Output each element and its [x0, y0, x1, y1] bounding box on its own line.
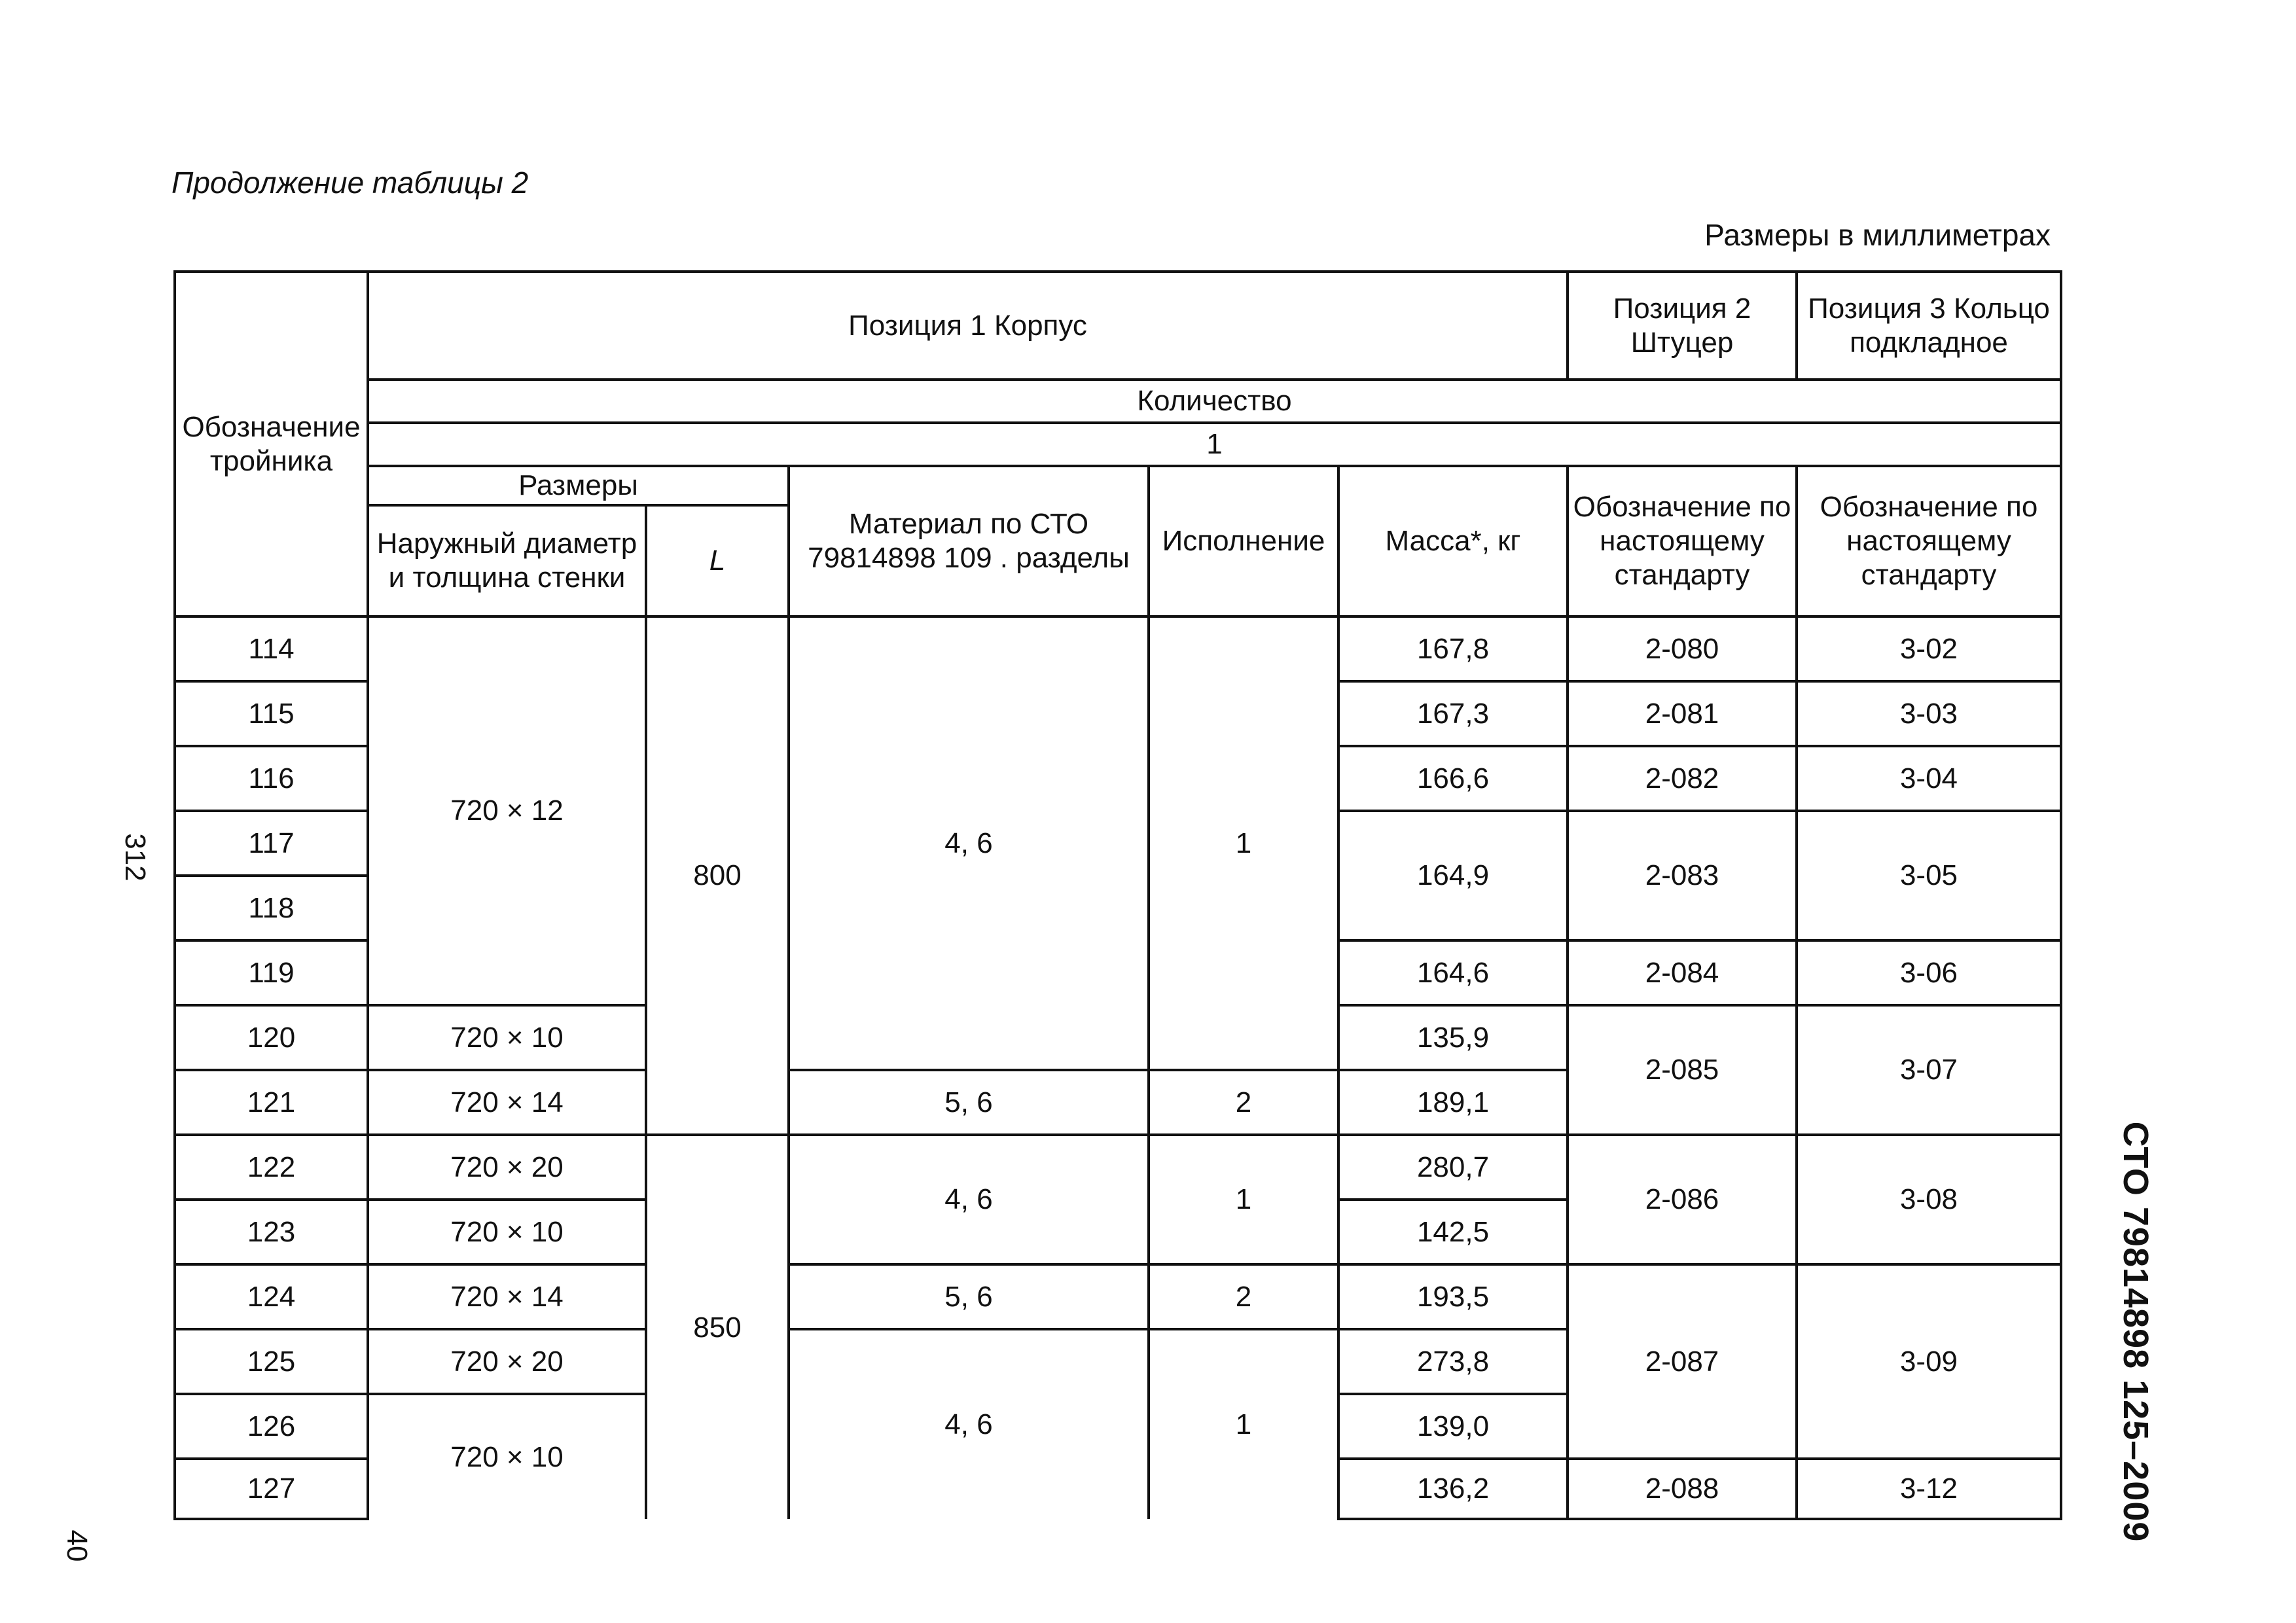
row-designation: 125 — [175, 1329, 368, 1394]
header-position-3: Позиция 3 Кольцо подкладное — [1797, 272, 2061, 380]
dimension-cell: 720 × 14 — [368, 1264, 646, 1329]
dimension-cell: 720 × 10 — [368, 1005, 646, 1070]
mass-cell: 164,6 — [1338, 940, 1568, 1005]
mass-cell: 280,7 — [1338, 1135, 1568, 1200]
material-cell: 5, 6 — [789, 1264, 1149, 1329]
dimension-cell: 720 × 14 — [368, 1070, 646, 1135]
mass-cell: 273,8 — [1338, 1329, 1568, 1394]
pos2-cell: 2-085 — [1568, 1005, 1797, 1135]
header-position-1: Позиция 1 Корпус — [368, 272, 1568, 380]
material-cell: 4, 6 — [789, 616, 1149, 1070]
units-note: Размеры в миллиметрах — [1704, 218, 2051, 252]
header-outer-diameter: Наружный диаметр и толщина стенки — [368, 505, 646, 616]
pos2-cell: 2-088 — [1568, 1459, 1797, 1519]
row-designation: 114 — [175, 616, 368, 681]
mass-cell: 193,5 — [1338, 1264, 1568, 1329]
header-position-2: Позиция 2 Штуцер — [1568, 272, 1797, 380]
mass-cell: 167,3 — [1338, 681, 1568, 746]
row-designation: 117 — [175, 811, 368, 876]
row-designation: 123 — [175, 1200, 368, 1264]
header-execution: Исполнение — [1149, 466, 1338, 616]
header-dimensions: Размеры — [368, 466, 789, 505]
pos3-cell: 3-08 — [1797, 1135, 2061, 1264]
header-length: L — [646, 505, 789, 616]
execution-cell: 2 — [1149, 1264, 1338, 1329]
pos3-cell: 3-05 — [1797, 811, 2061, 940]
row-designation: 118 — [175, 876, 368, 940]
material-cell: 5, 6 — [789, 1070, 1149, 1135]
mass-cell: 136,2 — [1338, 1459, 1568, 1519]
row-designation: 124 — [175, 1264, 368, 1329]
header-designation: Обозначение тройника — [175, 272, 368, 616]
mass-cell: 189,1 — [1338, 1070, 1568, 1135]
pos2-cell: 2-083 — [1568, 811, 1797, 940]
dimension-cell: 720 × 10 — [368, 1394, 646, 1519]
row-designation: 115 — [175, 681, 368, 746]
mass-cell: 135,9 — [1338, 1005, 1568, 1070]
row-designation: 127 — [175, 1459, 368, 1519]
pos3-cell: 3-03 — [1797, 681, 2061, 746]
header-quantity: Количество — [368, 380, 2061, 423]
row-designation: 122 — [175, 1135, 368, 1200]
row-designation: 116 — [175, 746, 368, 811]
pos2-cell: 2-086 — [1568, 1135, 1797, 1264]
page-number-bottom: 40 — [61, 1529, 93, 1562]
mass-cell: 164,9 — [1338, 811, 1568, 940]
pos3-cell: 3-06 — [1797, 940, 2061, 1005]
execution-cell: 2 — [1149, 1070, 1338, 1135]
pos2-cell: 2-082 — [1568, 746, 1797, 811]
pos2-cell: 2-087 — [1568, 1264, 1797, 1459]
dimension-cell: 720 × 10 — [368, 1200, 646, 1264]
execution-cell: 1 — [1149, 616, 1338, 1070]
mass-cell: 139,0 — [1338, 1394, 1568, 1459]
row-designation: 121 — [175, 1070, 368, 1135]
header-material: Материал по СТО 79814898 109 . разделы — [789, 466, 1149, 616]
pos3-cell: 3-09 — [1797, 1264, 2061, 1459]
dimension-cell: 720 × 20 — [368, 1135, 646, 1200]
mass-cell: 142,5 — [1338, 1200, 1568, 1264]
page-number-rotated: 312 — [119, 833, 151, 882]
execution-cell: 1 — [1149, 1329, 1338, 1519]
pos2-cell: 2-081 — [1568, 681, 1797, 746]
material-cell: 4, 6 — [789, 1135, 1149, 1264]
mass-cell: 166,6 — [1338, 746, 1568, 811]
dimension-cell: 720 × 12 — [368, 616, 646, 1005]
pos3-cell: 3-04 — [1797, 746, 2061, 811]
execution-cell: 1 — [1149, 1135, 1338, 1264]
pos2-cell: 2-080 — [1568, 616, 1797, 681]
pos3-cell: 3-02 — [1797, 616, 2061, 681]
header-mass: Масса*, кг — [1338, 466, 1568, 616]
row-designation: 120 — [175, 1005, 368, 1070]
header-quantity-value: 1 — [368, 423, 2061, 466]
row-designation: 126 — [175, 1394, 368, 1459]
header-pos2-designation: Обозначение по настоящему стандарту — [1568, 466, 1797, 616]
table-caption: Продолжение таблицы 2 — [171, 166, 529, 200]
header-pos3-designation: Обозначение по настоящему стандарту — [1797, 466, 2061, 616]
dimension-cell: 720 × 20 — [368, 1329, 646, 1394]
pos3-cell: 3-12 — [1797, 1459, 2061, 1519]
length-cell: 850 — [646, 1135, 789, 1519]
material-cell: 4, 6 — [789, 1329, 1149, 1519]
pos3-cell: 3-07 — [1797, 1005, 2061, 1135]
mass-cell: 167,8 — [1338, 616, 1568, 681]
tee-spec-table — [173, 270, 2062, 1520]
length-cell: 800 — [646, 616, 789, 1135]
standard-code: СТО 79814898 125–2009 — [2116, 1121, 2155, 1543]
pos2-cell: 2-084 — [1568, 940, 1797, 1005]
row-designation: 119 — [175, 940, 368, 1005]
